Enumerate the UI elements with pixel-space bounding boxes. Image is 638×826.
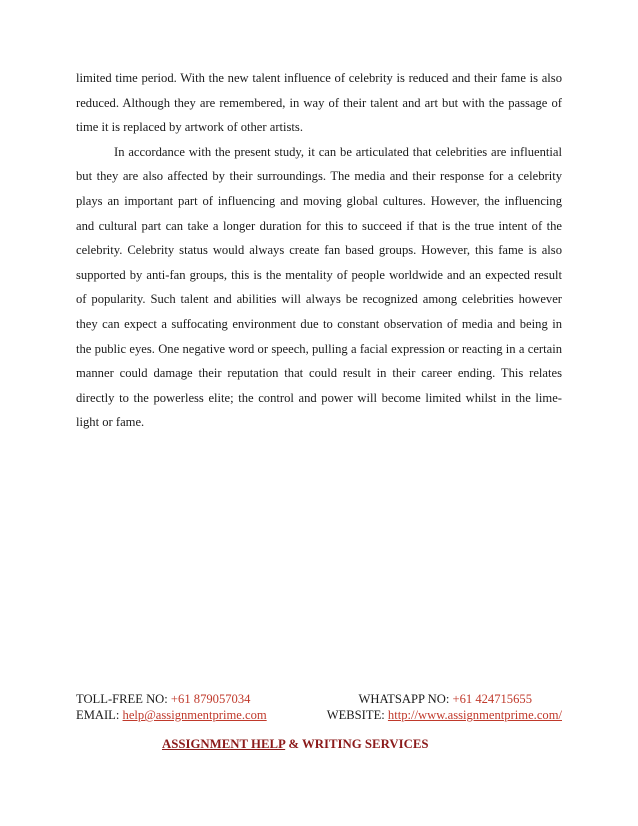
email-line (76, 707, 267, 723)
contact-footer (76, 691, 562, 723)
brand-suffix: & WRITING SERVICES (285, 737, 429, 751)
email-label: EMAIL: (76, 708, 123, 722)
brand-name: ASSIGNMENT HELP (162, 737, 286, 751)
website-line (327, 707, 562, 723)
document-body (76, 66, 562, 435)
paragraph-1: limited time period. With the new talent influence of celebrity is reduced and their fame is also reduced. Although they are remembered, in way of their talent and art but with the passage of time it is replaced by artwork of other artists. (76, 71, 562, 135)
website-link[interactable]: http://www.assignmentprime.com/ (387, 708, 562, 722)
paragraph-2: In accordance with the present study, it can be articulated that celebrities are influential but they are also affected by their surroundings. The media and their response for a celebrity plays an important part of influencing and moving global cultures. However, the influencing and cultural part can take a longer duration for this to succeed if that is the true intent of the celebrity. Celebrity status would always create fan based groups. However, this fame is also supported by anti-fan groups, this is the mentality of people worldwide and an expected result of popularity. Such talent and abilities will always be recognized among celebrities however they can expect a suffocating environment due to constant observation of media and being in the public eyes. One negative word or speech, pulling a facial expression or reacting in a certain manner could damage their reputation that could result in their career ending. This relates directly to the powerless elite; the control and power will become limited whilst in the lime-light or fame. (76, 144, 562, 430)
tollfree-label: TOLL-FREE NO: (76, 692, 171, 706)
footer-row-phones (76, 691, 562, 707)
website-label: WEBSITE: (326, 708, 388, 722)
tollfree-number: +61 879057034 (170, 692, 251, 706)
brand-tagline (162, 737, 428, 752)
whatsapp-label: WHATSAPP NO: (358, 692, 453, 706)
email-link[interactable]: help@assignmentprime.com (122, 708, 267, 722)
whatsapp-line (358, 691, 532, 707)
whatsapp-number: +61 424715655 (452, 692, 532, 706)
tollfree-line (76, 691, 250, 707)
footer-row-web (76, 707, 562, 723)
